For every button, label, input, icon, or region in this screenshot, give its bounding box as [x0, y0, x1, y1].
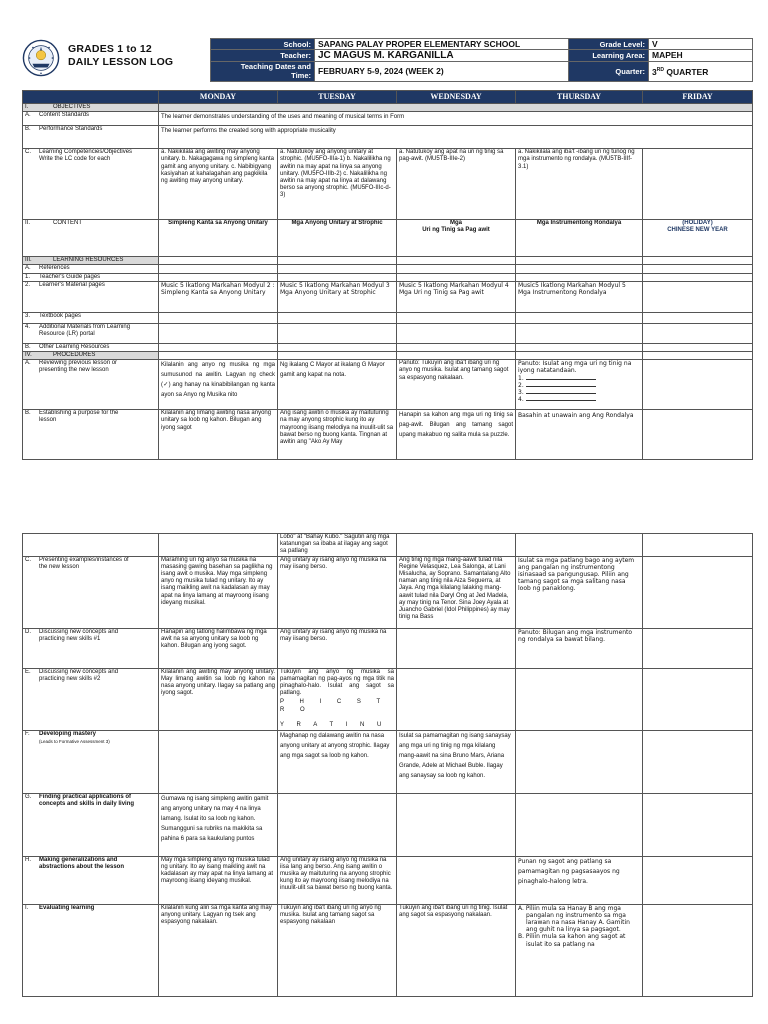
continued-wednesday: [397, 534, 516, 557]
generalizations-monday: May mga simpleng anyo ng musika tulad ng unitary. Ito ay isang maikling awit na kadalasan ay may apat na linya lamang at mayroong iisang ideyang musikal.: [159, 856, 278, 904]
content-standards-value: The learner demonstrates understanding of the uses and meaning of musical terms in Form: [159, 112, 753, 126]
row-learners-material: [23, 281, 753, 312]
textbook-text: Textbook pages: [39, 312, 82, 319]
mastery-label: [23, 730, 159, 793]
references-text: References: [39, 265, 70, 272]
learners-material-text: Learner's Material pages: [39, 281, 105, 288]
pr-tue: [278, 352, 397, 360]
tb-mon: [159, 312, 278, 323]
lr-mon: [159, 257, 278, 265]
generalizations-label: [23, 856, 159, 904]
or-tue: [278, 343, 397, 351]
mastery-letter: F.: [25, 730, 30, 737]
other-resources-label: [23, 343, 159, 351]
lm-friday: [643, 281, 753, 312]
am-mon: [159, 323, 278, 343]
purpose-thursday: Basahin at unawain ang Ang Rondalya: [516, 410, 643, 460]
review-text: Reviewing previous lesson or presenting the new lesson: [39, 360, 118, 374]
review-wednesday: Panuto: Tukuyin ang iba't ibang uri ng anyo ng musika. Isulat ang tamang sagot sa espasyong nakalaan.: [397, 360, 516, 410]
answer-line: [526, 375, 596, 380]
evaluating-tuesday: Tukuyin ang iba't ibang uri ng anyo ng musika. Isulat ang tamang sagot sa espasyong nakalaan: [278, 904, 397, 996]
procedures-text: PROCEDURES: [53, 352, 96, 359]
practical-wednesday: [397, 793, 516, 856]
evaluating-text: Evaluating learning: [39, 904, 95, 911]
competencies-letter: C.: [25, 149, 31, 156]
mastery-text-wrap: [39, 731, 137, 746]
day-header-monday: MONDAY: [159, 91, 278, 104]
discussing-2-friday: [643, 668, 753, 730]
references-letter: A.: [25, 265, 31, 272]
discussing-2-tuesday: [278, 668, 397, 730]
teacher-label: Teacher:: [211, 50, 315, 61]
purpose-tuesday: Ang isang awitin o musika ay maituturing na may anyong strophic kung ito ay mayroong iisang melodiya na inuulit-ulit sa bawat berso ng buong kanta. Tingnan at awitin ang "Ako Ay May: [278, 410, 397, 460]
content-standards-text: Content Standards: [39, 112, 90, 119]
review-friday: [643, 360, 753, 410]
content-standards-label: [23, 112, 159, 126]
quarter-label: Quarter:: [569, 61, 649, 82]
ref-mon: [159, 265, 278, 273]
presenting-letter: C.: [25, 556, 31, 563]
review-thursday-item: [518, 396, 640, 403]
tg-mon: [159, 273, 278, 281]
discussing-2-monday: Kilalanin ang awiting may anyong unitary. May limang awitin sa loob ng kahon na nasa anyong unitary. Ilagay sa patlang ang iyong sagot.: [159, 668, 278, 730]
row-other-resources: [23, 343, 753, 351]
teaching-dates-label: [211, 61, 315, 82]
evaluating-wednesday: Tukuyin ang iba't ibang uri ng tinig. Isulat ang sagot sa espasyong nakalaan.: [397, 904, 516, 996]
tb-wed: [397, 312, 516, 323]
content-text: CONTENT: [53, 220, 82, 227]
evaluating-thursday-part-b: B. Piliin mula sa kahon ang sagot at isulat ito sa patlang na: [518, 933, 626, 948]
am-wed: [397, 323, 516, 343]
review-thursday-instruction: Panuto: Isulat ang mga uri ng tinig na iyong natatandaan.: [518, 360, 632, 375]
discussing-2-tuesday-instruction: Tukuyin ang anyo ng musika sa pamamagitan ng pag-ayos ng mga titik na pinaghalo-halo. Isulat ang sagot sa patlang.: [280, 668, 394, 697]
row-learning-resources: [23, 257, 753, 265]
pr-mon: [159, 352, 278, 360]
school-value: SAPANG PALAY PROPER ELEMENTARY SCHOOL: [315, 39, 569, 50]
tg-tue: [278, 273, 397, 281]
pr-fri: [643, 352, 753, 360]
discussing-1-letter: D.: [25, 628, 31, 635]
presenting-friday: [643, 556, 753, 628]
teaching-dates-value: FEBRUARY 5-9, 2024 (WEEK 2): [315, 61, 569, 82]
content-wednesday: [397, 220, 516, 257]
scrambled-word-1: P H I C S T R O: [280, 699, 388, 713]
continued-monday: [159, 534, 278, 557]
discussing-2-wednesday: [397, 668, 516, 730]
row-evaluating: [23, 904, 753, 996]
school-label: School:: [211, 39, 315, 50]
quarter-value: [649, 61, 753, 82]
learning-resources-text: LEARNING RESOURCES: [53, 257, 124, 264]
tb-tue: [278, 312, 397, 323]
row-discussing-2: [23, 668, 753, 730]
discussing-1-monday: Hanapin ang tatlong halimbawa ng mga awit na sa anyong unitary sa loob ng kahon. Bilugan ang iyong sagot.: [159, 628, 278, 668]
row-procedures: [23, 352, 753, 360]
answer-line: [526, 396, 596, 401]
performance-standards-letter: B.: [25, 126, 31, 133]
objectives-text: OBJECTIVES: [53, 104, 91, 110]
header-blank-cell: [23, 91, 159, 104]
lm-monday: Music 5 Ikatlong Markahan Modyul 2 : Simpleng Kanta sa Anyong Unitary: [159, 281, 278, 312]
row-content: [23, 220, 753, 257]
purpose-monday: Kilalanin ang limang awiting nasa anyong unitary sa loob ng kahon. Bilugan ang iyong sagot: [159, 410, 278, 460]
discussing-1-friday: [643, 628, 753, 668]
row-objectives: [23, 104, 753, 112]
additional-materials-label: [23, 323, 159, 343]
am-tue: [278, 323, 397, 343]
lm-wednesday: Music 5 Ikatlong Markahan Modyul 4 Mga Uri ng Tinig sa Pag awit: [397, 281, 516, 312]
discussing-2-label: [23, 668, 159, 730]
presenting-label: [23, 556, 159, 628]
purpose-label: [23, 410, 159, 460]
row-purpose-continued: [23, 534, 753, 557]
ref-wed: [397, 265, 516, 273]
discussing-1-wednesday: [397, 628, 516, 668]
content-label: [23, 220, 159, 257]
mastery-tuesday: Maghanap ng dalawang awitin na nasa anyong unitary at anyong strophic. Ilagay ang mga sagot sa loob ng kahon.: [278, 730, 397, 793]
am-fri: [643, 323, 753, 343]
ref-thu: [516, 265, 643, 273]
mastery-text: Developing mastery: [39, 730, 97, 737]
content-wednesday-line2: Uri ng Tinig sa Pag awit: [422, 227, 490, 234]
content-wednesday-line1: Mga: [450, 220, 462, 227]
review-monday: Kilalanin ang anyo ng musika ng mga sumusunod na awitin. Lagyan ng check (✓) ang hanay na kinabibilangan ng kanta ayon sa Anyo ng Musika nito: [159, 360, 278, 410]
references-label: [23, 265, 159, 273]
content-thursday: Mga Instrumentong Rondalya: [516, 220, 643, 257]
presenting-text: Presenting examples/instances of the new lesson: [39, 556, 129, 570]
practical-letter: G.: [25, 793, 32, 800]
day-header-tuesday: TUESDAY: [278, 91, 397, 104]
learning-area-value: MAPEH: [649, 50, 753, 61]
generalizations-friday: [643, 856, 753, 904]
practical-tuesday: [278, 793, 397, 856]
grade-label: Grade Level:: [569, 39, 649, 50]
discussing-2-thursday: [516, 668, 643, 730]
evaluating-monday: Kilalanin kung alin sa mga kanta ang may anyong unitary. Lagyan ng tsek ang espasyong nakalaan.: [159, 904, 278, 996]
title-line-1: GRADES 1 to 12: [68, 43, 152, 55]
title-line-2: DAILY LESSON LOG: [68, 55, 174, 68]
holiday-label: (HOLIDAY): [682, 220, 713, 227]
presenting-thursday: Isulat sa mga patlang bago ang aytem ang pangalan ng instrumentong isinasaad sa pangungusap. Piliin ang tamang sagot sa mga salitang nasa loob ng panaklong.: [516, 556, 643, 628]
row-content-standards: [23, 112, 753, 126]
quarter-number: 3: [652, 66, 657, 77]
content-monday: Simpleng Kanta sa Anyong Unitary: [159, 220, 278, 257]
grade-value: V: [649, 39, 753, 50]
row-purpose: [23, 410, 753, 460]
evaluating-thursday: [516, 904, 643, 996]
learning-area-label: Learning Area:: [569, 50, 649, 61]
row-discussing-1: [23, 628, 753, 668]
review-letter: A.: [25, 360, 31, 367]
tb-fri: [643, 312, 753, 323]
discussing-1-label: [23, 628, 159, 668]
discussing-1-text: Discussing new concepts and practicing new skills #1: [39, 628, 119, 642]
practical-thursday: [516, 793, 643, 856]
mastery-friday: [643, 730, 753, 793]
review-thursday: [516, 360, 643, 410]
purpose-friday: [643, 410, 753, 460]
ref-tue: [278, 265, 397, 273]
quarter-suffix: RD: [656, 66, 664, 73]
dll-table-page-1: [22, 90, 753, 460]
objectives-number: I.: [25, 104, 29, 110]
teachers-guide-number: 1.: [25, 273, 31, 280]
row-presenting: [23, 556, 753, 628]
learners-material-label: [23, 281, 159, 312]
evaluating-thursday-part-a: A. Piliin mula sa Hanay B ang mga pangalan ng instrumento sa mga larawan na nasa Hanay A. Gamitin ang guhit na linya sa pagsagot.: [518, 904, 630, 934]
row-references: [23, 265, 753, 273]
competencies-monday: a. Nakikilala ang awiting may anyong unitary. b. Nakagagawa ng simpleng kanta gamit ang anyong unitary. c. Nabibigyang kasiyahan at kahalagahan ang pagkikila ng awiting may anyong unitary.: [159, 149, 278, 220]
purpose-wednesday: Hanapin sa kahon ang mga uri ng tinig sa pag-awit. Bilugan ang tamang sagot upang makabuo ng salita mula sa puzzle.: [397, 410, 516, 460]
mastery-note: (Leads to Formative Assessment 3): [39, 738, 110, 744]
learning-resources-number: III.: [25, 257, 32, 264]
tg-thu: [516, 273, 643, 281]
pr-wed: [397, 352, 516, 360]
textbook-label: [23, 312, 159, 323]
purpose-letter: B.: [25, 410, 31, 417]
review-label: [23, 360, 159, 410]
competencies-thursday: a. Nakikilala ang iba't -ibang uri ng tunog ng mga instrumento ng rondalya. (MU5TB-IIIf-3.1): [516, 149, 643, 220]
day-header-wednesday: WEDNESDAY: [397, 91, 516, 104]
lr-fri: [643, 257, 753, 265]
day-header-friday: FRIDAY: [643, 91, 753, 104]
row-mastery: [23, 730, 753, 793]
practical-friday: [643, 793, 753, 856]
tg-fri: [643, 273, 753, 281]
textbook-number: 3.: [25, 312, 31, 319]
other-resources-text: Other Learning Resources: [39, 343, 110, 350]
row-textbook: [23, 312, 753, 323]
generalizations-letter: H.: [25, 856, 31, 863]
generalizations-text: Making generalizations and abstractions about the lesson: [39, 856, 125, 870]
lr-tue: [278, 257, 397, 265]
evaluating-letter: I.: [25, 904, 29, 911]
continued-tuesday: Lobo" at "Bahay Kubo." Sagutin ang mga katanungan sa ibaba at ilagay ang sagot sa patlang: [278, 534, 397, 557]
generalizations-wednesday: [397, 856, 516, 904]
item-number: 1.: [518, 374, 524, 382]
or-mon: [159, 343, 278, 351]
dates-label-line2: Time:: [291, 71, 311, 81]
presenting-wednesday: Ang tinig ng mga mang-aawit tulad nila Regine Velasquez, Lea Salonga, at Lani Misalucha, ay Soprano. Samantalang Alto naman ang tinig nila Aiza Seguerra, at Jaya. Ang mga kilalang lalaking mang-aawit tulad nila Daryl Ong at Jed Madela, ay may tinig na Tenor. Sina Joey Ayala at Juancho Gabriel (Idol Philippines) ay may tinig na Bass: [397, 556, 516, 628]
review-thursday-item: [518, 389, 640, 396]
item-number: 4.: [518, 396, 524, 404]
presenting-monday: Maraming uri ng anyo sa musika na masasing gawing basehan sa paglikha ng isang awit o musika. May mga simpleng anyo ng musika tulad ng unitary. Ito ay isang maikling awit na kadalasan ay may apat na linya lamang at mayroong iisang ideyang musikal.: [159, 556, 278, 628]
tb-thu: [516, 312, 643, 323]
competencies-friday: [643, 149, 753, 220]
generalizations-tuesday: Ang unitary ay isang anyo ng musika na iisa lang ang berso. Ang isang awitin o musika ay maituturing na anyong strophic kung ito ay mayroong iisang melodiya na inuulit-ulit sa bawat berso ng buong kanta.: [278, 856, 397, 904]
procedures-number: IV.: [25, 352, 32, 359]
additional-materials-text: Additional Materials from Learning Resource (LR) portal: [39, 323, 131, 338]
or-wed: [397, 343, 516, 351]
or-fri: [643, 343, 753, 351]
discussing-2-text: Discussing new concepts and practicing new skills #2: [39, 668, 119, 682]
objectives-fill: [159, 104, 753, 112]
lm-tuesday: Music 5 Ikatlong Markahan Modyul 3 Mga Anyong Unitary at Strophic: [278, 281, 397, 312]
continued-thursday: [516, 534, 643, 557]
additional-materials-number: 4.: [25, 323, 31, 330]
content-number: II.: [25, 220, 31, 227]
content-standards-letter: A.: [25, 112, 31, 119]
presenting-tuesday: Ang unitary ay isang anyo ng musika na may iisang berso.: [278, 556, 397, 628]
competencies-wednesday: a. Natutukoy ang apat na uri ng tinig sa pag-awit. (MU5TB-IIIe-2): [397, 149, 516, 220]
row-review: [23, 360, 753, 410]
competencies-text: Learning Competencies/Objectives Write the LC code for each: [39, 149, 133, 163]
review-thursday-item: [518, 382, 640, 389]
performance-standards-text: Performance Standards: [39, 126, 103, 133]
discussing-1-tuesday: Ang unitary ay isang anyo ng musika na may iisang berso.: [278, 628, 397, 668]
row-additional-materials: [23, 323, 753, 343]
header-info-table: [210, 38, 753, 82]
teachers-guide-text: Teacher's Guide pages: [39, 273, 101, 280]
ref-fri: [643, 265, 753, 273]
am-thu: [516, 323, 643, 343]
practical-label: [23, 793, 159, 856]
review-tuesday: Ng ikalang C Mayor at ikalang G Mayor gamit ang kapat na nota.: [278, 360, 397, 410]
dll-table-page-2: [22, 533, 753, 997]
discussing-1-thursday: Panuto: Bilugan ang mga instrumento ng rondalya sa bawat bilang.: [516, 628, 643, 668]
row-generalizations: [23, 856, 753, 904]
review-thursday-item: [518, 375, 640, 382]
performance-standards-label: [23, 126, 159, 149]
day-header-thursday: THURSDAY: [516, 91, 643, 104]
procedures-label: [23, 352, 159, 360]
quarter-word: QUARTER: [663, 66, 709, 77]
discussing-2-letter: E.: [25, 668, 31, 675]
scrambled-word-2: Y R A T I N U: [280, 721, 387, 728]
mastery-thursday: [516, 730, 643, 793]
lr-thu: [516, 257, 643, 265]
mastery-monday: [159, 730, 278, 793]
learning-resources-label: [23, 257, 159, 265]
purpose-text: Establishing a purpose for the lesson: [39, 410, 119, 424]
deped-seal-icon: [22, 39, 60, 77]
other-resources-letter: B.: [25, 343, 31, 350]
holiday-name: CHINESE NEW YEAR: [667, 227, 728, 234]
answer-line: [526, 389, 596, 394]
continued-label: [23, 534, 159, 557]
item-number: 3.: [518, 389, 524, 397]
row-teachers-guide: [23, 273, 753, 281]
learners-material-number: 2.: [25, 281, 31, 288]
mastery-wednesday: Isulat sa pamamagitan ng isang sanaysay ang mga uri ng tinig ng mga kilalang mang-aawit na sina Bruno Mars, Ariana Grande, Adele at Michael Buble. Ilagay ang sanaysay sa loob ng kahon.: [397, 730, 516, 793]
practical-monday: Gumawa ng isang simpleng awitin gamit ang anyong unitary na may 4 na linya lamang. Isulat ito sa loob ng kahon. Sumangguni sa rubriks na makikita sa pahina 6 para sa kaukulang puntos: [159, 793, 278, 856]
answer-line: [526, 382, 596, 387]
evaluating-label: [23, 904, 159, 996]
objectives-label: [23, 104, 159, 112]
item-number: 2.: [518, 381, 524, 389]
teacher-value: JC MAGUS M. KARGANILLA: [315, 50, 569, 61]
competencies-label: [23, 149, 159, 220]
lm-thursday: Music5 Ikatlong Markahan Modyul 5 Mga Instrumentong Rondalya: [516, 281, 643, 312]
teachers-guide-label: [23, 273, 159, 281]
row-competencies: [23, 149, 753, 220]
pr-thu: [516, 352, 643, 360]
dates-label-line1: Teaching Dates and: [240, 62, 311, 72]
content-tuesday: Mga Anyong Unitary at Strophic: [278, 220, 397, 257]
tg-wed: [397, 273, 516, 281]
content-friday: [643, 220, 753, 257]
document-title: [68, 43, 173, 68]
or-thu: [516, 343, 643, 351]
row-practical: [23, 793, 753, 856]
competencies-tuesday: a. Natutukoy ang anyong unitary at strophic. (MU5FO-IIIa-1) b. Nakalilikha ng awitin na may apat na linya sa anyong unitary. (MU5FO-IIIb-2) c. Nakalilikha ng awitin na may apat na linya at dalawang berso sa anyong strophic. (MU5FO-IIIc-d-3): [278, 149, 397, 220]
practical-text: Finding practical applications of concepts and skills in daily living: [39, 793, 135, 807]
generalizations-thursday: Punan ng sagot ang patlang sa pamamagitan ng pagsasaayos ng pinaghalo-halong letra.: [516, 856, 643, 904]
continued-friday: [643, 534, 753, 557]
evaluating-friday: [643, 904, 753, 996]
performance-standards-value: The learner performs the created song with appropriate musicality: [159, 126, 753, 149]
row-performance-standards: [23, 126, 753, 149]
dll-header: [22, 38, 752, 82]
lr-wed: [397, 257, 516, 265]
